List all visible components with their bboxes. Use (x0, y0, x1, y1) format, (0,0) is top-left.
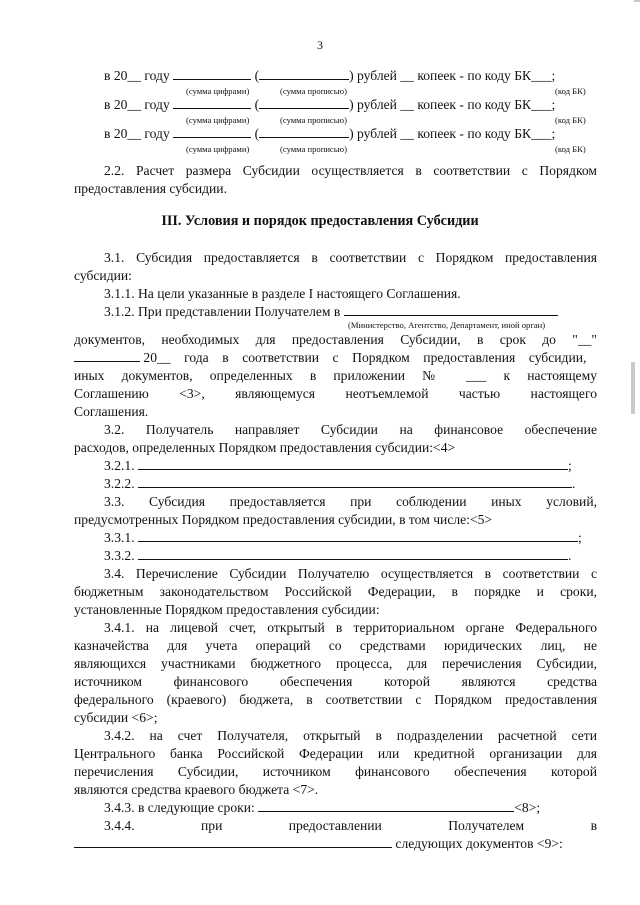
p3-4-1-line4: источником финансового обеспечения которой являются средства (74, 674, 597, 689)
p3-1-1: 3.1.1. На цели указанные в разделе I настоящего Соглашения. (104, 286, 461, 301)
hint-words: (сумма прописью) (280, 115, 347, 125)
p3-4-1-line5: федерального (краевого) бюджета, в соответствии с Порядком предоставления (74, 692, 597, 707)
payment-row-1: в 20__ году ( ) рублей __ копеек - по коду БК___; (104, 68, 556, 83)
hint-bk: (код БК) (555, 115, 586, 125)
p2-2-line1: 2.2. Расчет размера Субсидии осуществляется в соответствии с Порядком (104, 163, 597, 178)
p3-1-2-line5: Соглашению <3>, являющемуся неотъемлемой частью настоящего (74, 386, 597, 401)
p3-4-2-line4: являются средства краевого бюджета <7>. (74, 782, 319, 797)
page-number: 3 (317, 38, 323, 52)
scan-edge-mark (631, 362, 635, 414)
p3-4-2-line3: перечисления Субсидии, источником финансового обеспечения которой (74, 764, 597, 779)
hint-bk: (код БК) (555, 86, 586, 96)
p3-3-2: 3.3.2. . (104, 548, 572, 563)
p3-4-3: 3.4.3. в следующие сроки: <8>; (104, 800, 541, 815)
p3-1-2-line1: 3.1.2. При представлении Получателем в (104, 303, 597, 320)
p3-1-2-hint: (Министерство, Агентство, Департамент, иной орган) (348, 320, 546, 330)
p3-4-line3: установленные Порядком предоставления субсидии: (74, 602, 380, 617)
p3-4-2-line2: Центрального банка Российской Федерации или кредитной организации для (74, 746, 597, 761)
p3-2-line2: расходов, определенных Порядком предоставления субсидии:<4> (74, 440, 456, 455)
p3-4-line1: 3.4. Перечисление Субсидии Получателю осуществляется в соответствии с (104, 566, 597, 581)
p3-1-line1: 3.1. Субсидия предоставляется в соответствии с Порядком предоставления (104, 250, 597, 265)
hint-words: (сумма прописью) (280, 86, 347, 96)
hint-words: (сумма прописью) (280, 144, 347, 154)
p3-3-line1: 3.3. Субсидия предоставляется при соблюдении иных условий, (104, 494, 597, 509)
p2-2-line2: предоставления субсидии. (74, 181, 227, 196)
p3-3-line2: предусмотренных Порядком предоставления субсидии, в том числе:<5> (74, 512, 493, 527)
payment-row-2: в 20__ году ( ) рублей __ копеек - по коду БК___; (104, 97, 556, 112)
p3-4-2-line1: 3.4.2. на счет Получателя, открытый в подразделении расчетной сети (104, 728, 597, 743)
p3-3-1: 3.3.1. ; (104, 530, 582, 545)
p3-1-2-line3: 20__ года в соответствии с Порядком предоставления субсидии, (74, 349, 597, 366)
payment-row-3: в 20__ году ( ) рублей __ копеек - по коду БК___; (104, 126, 556, 141)
p3-4-4-line2: следующих документов <9>: (74, 835, 597, 852)
p3-1-2-line4: иных документов, определенных в приложении № ___ к настоящему (74, 368, 597, 383)
p3-4-1-line6: субсидии <6>; (74, 710, 158, 725)
p3-4-1-line1: 3.4.1. на лицевой счет, открытый в территориальном органе Федерального (104, 620, 597, 635)
p3-4-line2: бюджетным законодательством Российской Федерации, в порядке и сроки, (74, 584, 597, 599)
p3-4-1-line3: являющихся участниками бюджетного процесса, для перечисления Субсидии, (74, 656, 597, 671)
p3-1-line2: субсидии: (74, 268, 132, 283)
p3-1-2-line2: документов, необходимых для предоставления Субсидии, в срок до "__" (74, 332, 597, 347)
hint-digits: (сумма цифрами) (186, 86, 250, 96)
hint-digits: (сумма цифрами) (186, 144, 250, 154)
hint-digits: (сумма цифрами) (186, 115, 250, 125)
p3-4-4-line1: 3.4.4. при предоставлении Получателем в (104, 818, 597, 833)
p3-2-2: 3.2.2. . (104, 476, 576, 491)
p3-4-1-line2: казначейства для учета операций со средствами юридических лиц, не (74, 638, 597, 653)
p3-1-2-line6: Соглашения. (74, 404, 149, 419)
p3-2-line1: 3.2. Получатель направляет Субсидии на финансовое обеспечение (104, 422, 597, 437)
scan-edge-mark (634, 0, 640, 2)
p3-2-1: 3.2.1. ; (104, 458, 572, 473)
hint-bk: (код БК) (555, 144, 586, 154)
section-title: III. Условия и порядок предоставления Субсидии (161, 213, 479, 229)
